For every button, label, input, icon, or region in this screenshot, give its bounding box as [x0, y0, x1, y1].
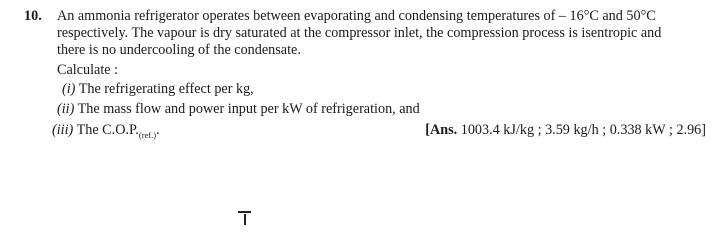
statement-line: respectively. The vapour is dry saturated at the compressor inlet, the compression process is isentropic and — [57, 25, 662, 41]
part-ii — [57, 101, 420, 118]
part-numeral: (i) — [62, 81, 76, 97]
part-subscript: (ref.) — [138, 130, 157, 140]
problem-number: 10. — [24, 8, 42, 24]
part-text: The mass flow and power input per kW of refrigeration, and — [77, 101, 420, 117]
answer-label: [Ans. — [425, 122, 458, 138]
part-numeral: (ii) — [57, 101, 75, 117]
statement-line: An ammonia refrigerator operates between evaporating and condensing temperatures of – 16°C and 50°C — [57, 8, 656, 24]
calculate-label: Calculate : — [57, 62, 119, 78]
part-i — [62, 81, 254, 98]
answer-values: 1003.4 kJ/kg ; 3.59 kg/h ; 0.338 kW ; 2.96] — [457, 122, 706, 138]
problem-statement — [57, 8, 717, 59]
part-text: The refrigerating effect per kg, — [78, 81, 254, 97]
part-iii — [52, 122, 160, 140]
text-cursor-icon — [238, 211, 252, 225]
part-text: The C.O.P. — [76, 122, 139, 138]
part-trailing: . — [156, 122, 160, 138]
answer-line — [425, 122, 706, 139]
part-numeral: (iii) — [52, 122, 74, 138]
statement-line: there is no undercooling of the condensate. — [57, 42, 301, 58]
